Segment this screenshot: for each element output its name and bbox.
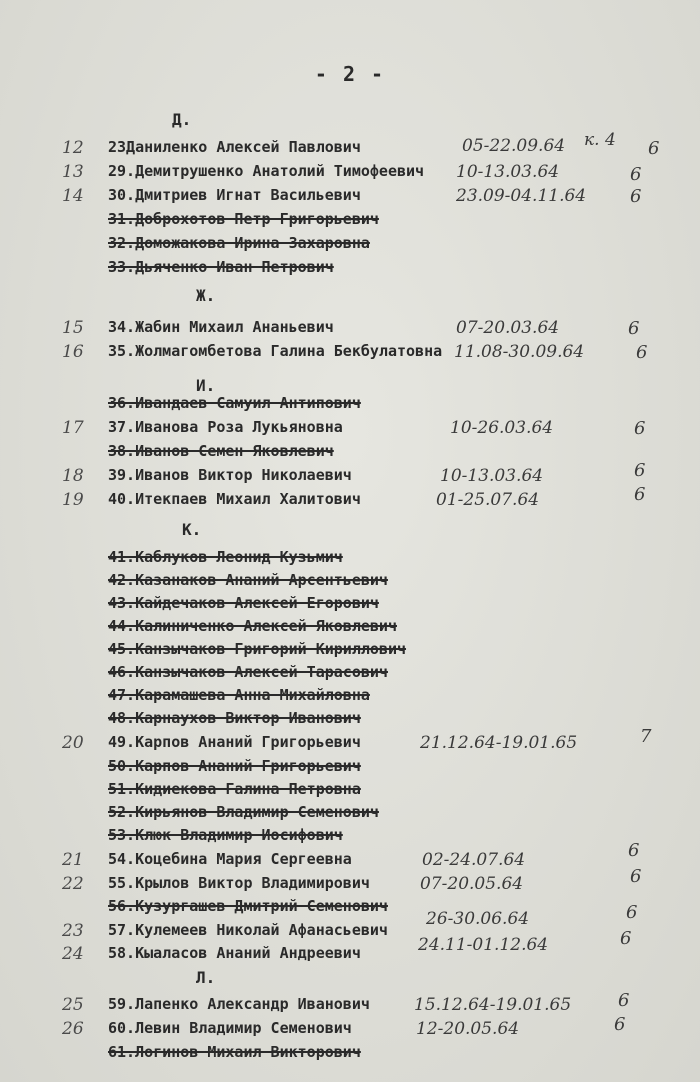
person-name: 39.Иванов Виктор Николаевич — [108, 466, 352, 484]
struck-entry — [0, 394, 700, 417]
handwritten-sequence-number: 14 — [62, 186, 84, 206]
handwritten-dates: 11.08-30.09.64 — [454, 342, 585, 362]
handwritten-sequence-number: 25 — [62, 995, 84, 1015]
handwritten-dates: 12-20.05.64 — [416, 1019, 520, 1039]
person-name: 56.Кузургашев Дмитрий Семенович — [108, 897, 388, 915]
person-name: 38.Иванов Семен Яковлевич — [108, 442, 334, 460]
handwritten-volume: 6 — [634, 460, 646, 481]
person-name: 34.Жабин Михаил Ананьевич — [108, 318, 334, 336]
section-letter: И. — [196, 376, 216, 395]
struck-entry — [0, 258, 700, 281]
handwritten-sequence-number: 22 — [62, 874, 84, 894]
person-name: 36.Ивандаев Самуил Антипович — [108, 394, 361, 412]
handwritten-sequence-number: 16 — [62, 342, 84, 362]
handwritten-sequence-number: 17 — [62, 418, 84, 438]
person-name: 44.Калиниченко Алексей Яковлевич — [108, 617, 397, 635]
struck-entry — [0, 1043, 700, 1066]
section-letter: К. — [182, 520, 202, 539]
struck-entry — [0, 442, 700, 465]
handwritten-volume: 6 — [628, 840, 640, 861]
list-entry — [0, 342, 700, 365]
struck-entry — [0, 826, 700, 849]
handwritten-dates: 10-13.03.64 — [456, 162, 560, 182]
list-entry — [0, 418, 700, 441]
list-entry — [0, 874, 700, 897]
struck-entry — [0, 897, 700, 920]
person-name: 57.Кулемеев Николай Афанасьевич — [108, 921, 388, 939]
person-name: 35.Жолмагомбетова Галина Бекбулатовна — [108, 342, 443, 360]
handwritten-dates: 15.12.64-19.01.65 — [414, 995, 572, 1015]
person-name: 31.Доброхотов Петр Григорьевич — [108, 210, 379, 228]
person-name: 47.Карамашева Анна Михайловна — [108, 686, 370, 704]
handwritten-sequence-number: 24 — [62, 944, 84, 964]
person-name: 50.Карпов Ананий Григорьевич — [108, 757, 361, 775]
person-name: 55.Крылов Виктор Владимирович — [108, 874, 370, 892]
handwritten-volume: 6 — [648, 138, 660, 159]
list-entry — [0, 466, 700, 489]
handwritten-dates: 24.11-01.12.64 — [418, 935, 549, 955]
section-letter: Ж. — [196, 286, 216, 305]
section-letter: Д. — [172, 110, 192, 129]
handwritten-volume: 6 — [630, 164, 642, 185]
person-name: 43.Кайдечаков Алексей Егорович — [108, 594, 379, 612]
person-name: 54.Коцебина Мария Сергеевна — [108, 850, 352, 868]
person-name: 41.Каблуков Леонид Кузьмич — [108, 548, 343, 566]
handwritten-sequence-number: 15 — [62, 318, 84, 338]
person-name: 59.Лапенко Александр Иванович — [108, 995, 370, 1013]
handwritten-sequence-number: 18 — [62, 466, 84, 486]
handwritten-volume: 6 — [634, 484, 646, 505]
handwritten-volume: 6 — [614, 1014, 626, 1035]
handwritten-sequence-number: 23 — [62, 921, 84, 941]
handwritten-dates: 10-26.03.64 — [450, 418, 554, 438]
person-name: 51.Кидиекова Галина Петровна — [108, 780, 361, 798]
handwritten-dates: 02-24.07.64 — [422, 850, 526, 870]
list-entry — [0, 162, 700, 185]
handwritten-sequence-number: 26 — [62, 1019, 84, 1039]
list-entry — [0, 944, 700, 967]
list-entry — [0, 850, 700, 873]
person-name: 37.Иванова Роза Лукьяновна — [108, 418, 343, 436]
struck-entry — [0, 210, 700, 233]
handwritten-volume: 6 — [626, 902, 638, 923]
struck-entry — [0, 803, 700, 826]
person-name: 46.Канзычаков Алексей Тарасович — [108, 663, 388, 681]
handwritten-volume: 6 — [636, 342, 648, 363]
handwritten-sequence-number: 12 — [62, 138, 84, 158]
struck-entry — [0, 757, 700, 780]
person-name: 60.Левин Владимир Семенович — [108, 1019, 352, 1037]
person-name: 23Даниленко Алексей Павлович — [108, 138, 361, 156]
handwritten-sequence-number: 21 — [62, 850, 84, 870]
handwritten-volume: 6 — [620, 928, 632, 949]
person-name: 49.Карпов Ананий Григорьевич — [108, 733, 361, 751]
person-name: 32.Доможакова Ирина Захаровна — [108, 234, 370, 252]
list-entry — [0, 733, 700, 756]
struck-entry — [0, 548, 700, 571]
struck-entry — [0, 234, 700, 257]
handwritten-volume: 6 — [618, 990, 630, 1011]
person-name: 40.Итекпаев Михаил Халитович — [108, 490, 361, 508]
handwritten-volume: 6 — [630, 186, 642, 207]
person-name: 48.Карнаухов Виктор Иванович — [108, 709, 361, 727]
handwritten-dates: 23.09-04.11.64 — [456, 186, 587, 206]
person-name: 30.Дмитриев Игнат Васильевич — [108, 186, 361, 204]
handwritten-volume: 7 — [640, 726, 652, 747]
handwritten-dates: 26-30.06.64 — [426, 909, 530, 929]
person-name: 58.Кыаласов Ананий Андреевич — [108, 944, 361, 962]
struck-entry — [0, 686, 700, 709]
struck-entry — [0, 617, 700, 640]
handwritten-volume: 6 — [630, 866, 642, 887]
struck-entry — [0, 640, 700, 663]
section-letter: Л. — [196, 968, 216, 987]
handwritten-dates: 05-22.09.64 — [462, 136, 566, 156]
struck-entry — [0, 594, 700, 617]
handwritten-volume: 6 — [628, 318, 640, 339]
list-entry — [0, 186, 700, 209]
handwritten-dates: 21.12.64-19.01.65 — [420, 733, 578, 753]
handwritten-note: к. 4 — [584, 130, 616, 150]
person-name: 52.Кирьянов Владимир Семенович — [108, 803, 379, 821]
list-entry — [0, 995, 700, 1018]
list-entry — [0, 921, 700, 944]
struck-entry — [0, 571, 700, 594]
person-name: 61.Логинов Михаил Викторович — [108, 1043, 361, 1061]
person-name: 42.Казанаков Ананий Арсентьевич — [108, 571, 388, 589]
person-name: 29.Демитрушенко Анатолий Тимофеевич — [108, 162, 425, 180]
list-entry — [0, 490, 700, 513]
handwritten-dates: 07-20.03.64 — [456, 318, 560, 338]
struck-entry — [0, 663, 700, 686]
handwritten-dates: 07-20.05.64 — [420, 874, 524, 894]
list-entry — [0, 1019, 700, 1042]
person-name: 45.Канзычаков Григорий Кириллович — [108, 640, 407, 658]
handwritten-sequence-number: 20 — [62, 733, 84, 753]
handwritten-dates: 01-25.07.64 — [436, 490, 540, 510]
struck-entry — [0, 780, 700, 803]
handwritten-sequence-number: 19 — [62, 490, 84, 510]
list-entry — [0, 318, 700, 341]
person-name: 53.Клюк Владимир Иосифович — [108, 826, 343, 844]
handwritten-volume: 6 — [634, 418, 646, 439]
handwritten-dates: 10-13.03.64 — [440, 466, 544, 486]
handwritten-sequence-number: 13 — [62, 162, 84, 182]
struck-entry — [0, 709, 700, 732]
page-number: - 2 - — [314, 62, 386, 86]
person-name: 33.Дьяченко Иван Петрович — [108, 258, 334, 276]
